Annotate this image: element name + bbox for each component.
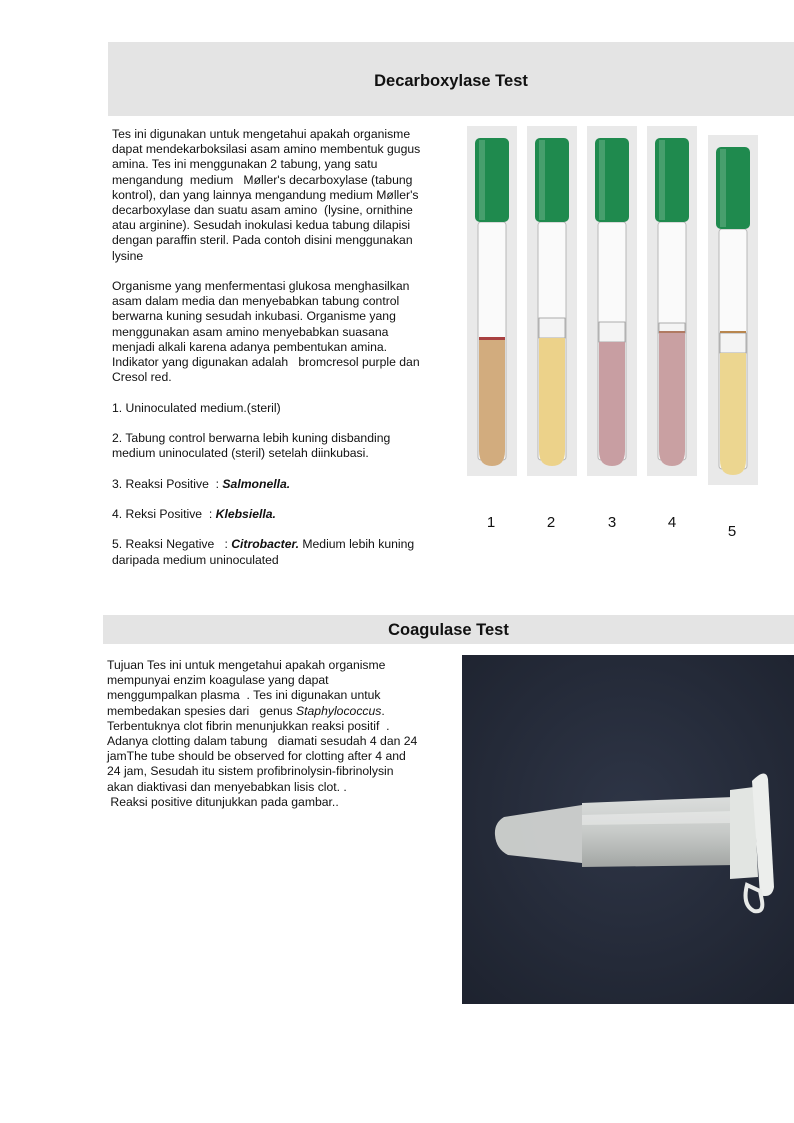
tube-photo-3 xyxy=(587,126,637,476)
text-line: Organisme yang menfermentasi glukosa menghasilkan xyxy=(112,279,410,294)
test-tube-2-image xyxy=(527,126,577,476)
tube-photo-4 xyxy=(647,126,697,476)
text-line: Adanya clotting dalam tabung diamati sesudah 4 dan 24 xyxy=(107,734,418,749)
item-4 xyxy=(112,507,454,522)
genus-name: Staphylococcus xyxy=(296,703,382,718)
test-tube-3-image xyxy=(587,126,637,476)
tube-label-1: 1 xyxy=(486,514,496,531)
item-4-prefix: 4. Reksi Positive : xyxy=(112,507,216,521)
tube-label-2: 2 xyxy=(546,514,556,531)
text-line: mengandung medium Møller's decarboxylase (tabung xyxy=(112,172,413,187)
coagulase-description xyxy=(107,658,452,810)
decarboxylase-title: Decarboxylase Test xyxy=(374,72,528,90)
microcentrifuge-tube-image xyxy=(462,655,794,1004)
text-line: Tujuan Tes ini untuk mengetahui apakah organisme xyxy=(107,658,386,672)
tube-label-3: 3 xyxy=(607,514,617,531)
item-3-prefix: 3. Reaksi Positive : xyxy=(112,476,223,491)
text-line: Reaksi positive ditunjukkan pada gambar.. xyxy=(107,794,339,809)
tube-photo-1 xyxy=(467,126,517,476)
text-line: 24 jam, Sesudah itu sistem profibrinolysin-fibrinolysin xyxy=(107,764,394,779)
coagulase-tube-photo xyxy=(462,655,794,1004)
indicator-paragraph xyxy=(112,279,454,385)
text-line: Cresol red. xyxy=(112,370,172,385)
text-line: atau arginine). Sesudah inokulasi kedua tabung dilapisi xyxy=(112,218,411,233)
item-2 xyxy=(112,431,454,461)
text-line: decarboxylase dan suatu asam amino (lysine, ornithine xyxy=(112,203,413,218)
text-line: akan diaktivasi dan menyebabkan lisis clot. . xyxy=(107,779,347,794)
text-line: 2. Tabung control berwarna lebih kuning disbanding xyxy=(112,431,391,446)
tube-label-5: 5 xyxy=(727,523,737,540)
test-tube-1-image xyxy=(467,126,517,476)
item-3 xyxy=(112,477,454,492)
text-line: Terbentuknya clot fibrin menunjukkan reaksi positif . xyxy=(107,718,390,733)
text-line: medium uninoculated (steril) setelah diinkubasi. xyxy=(112,446,369,461)
tube-label-4: 4 xyxy=(667,514,677,531)
text-line: berwarna kuning sesudah inkubasi. Organisme yang xyxy=(112,309,396,324)
decarboxylase-description xyxy=(112,127,454,568)
text-line: menggunakan asam amino menyebabkan suasana xyxy=(112,324,389,339)
text-line: dapat mendekarboksilasi asam amino membentuk gugus xyxy=(112,142,421,157)
organism-klebsiella: Klebsiella. xyxy=(215,507,276,521)
text-line: menggumpalkan plasma . Tes ini digunakan untuk xyxy=(107,688,381,703)
text-line: jamThe tube should be observed for clotting after 4 and xyxy=(107,749,406,764)
tube-photo-5 xyxy=(708,135,758,485)
text-line: kontrol), dan yang lainnya mengandung medium Møller's xyxy=(112,187,419,202)
item-5 xyxy=(112,537,454,567)
text-line: dengan paraffin steril. Pada contoh disini menggunakan xyxy=(112,233,413,248)
intro-paragraph xyxy=(112,127,454,264)
tube-photo-2 xyxy=(527,126,577,476)
text-line: Indikator yang digunakan adalah bromcresol purple dan xyxy=(112,355,420,370)
text-line: amina. Tes ini menggunakan 2 tabung, yang satu xyxy=(112,157,378,172)
text-line: asam dalam media dan menyebabkan tabung control xyxy=(112,294,400,309)
decarboxylase-header xyxy=(108,42,794,116)
text-line: 1. Uninoculated medium.(steril) xyxy=(112,400,281,415)
text-line: mempunyai enzim koagulase yang dapat xyxy=(107,673,329,688)
item-1 xyxy=(112,401,454,416)
test-tube-4-image xyxy=(647,126,697,476)
text-line: membedakan spesies dari genus Staphylococcus. xyxy=(107,703,385,718)
item-5-continuation: daripada medium uninoculated xyxy=(112,552,279,567)
item-5-suffix: Medium lebih kuning xyxy=(298,537,415,552)
text-line: menjadi alkali karena adanya pembentukan amina. xyxy=(112,339,388,354)
organism-citrobacter: Citrobacter. xyxy=(231,537,299,552)
organism-salmonella: Salmonella. xyxy=(222,476,291,491)
text-line: lysine xyxy=(112,248,144,263)
coagulase-header xyxy=(103,615,794,644)
item-5-prefix: 5. Reaksi Negative : xyxy=(112,537,232,552)
text-line: Tes ini digunakan untuk mengetahui apakah organisme xyxy=(112,127,411,141)
coagulase-title: Coagulase Test xyxy=(388,621,509,639)
test-tube-5-image xyxy=(708,135,758,485)
